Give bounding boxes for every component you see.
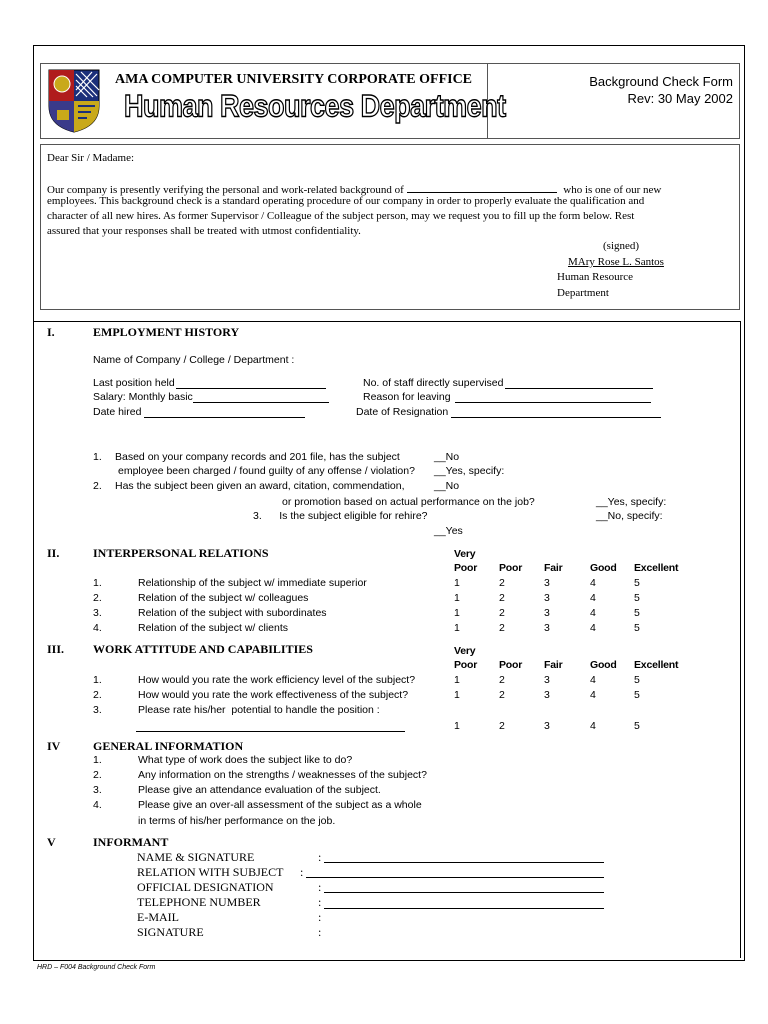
informant-signature-colon: : xyxy=(318,925,322,939)
s3-item-3-text: Please rate his/her potential to handle the position : xyxy=(138,704,380,716)
s3-row-1-rating-3[interactable]: 3 xyxy=(544,674,550,686)
q2-text-a: Has the subject been given an award, citation, commendation, xyxy=(115,480,405,492)
section-2-number: II. xyxy=(47,546,60,560)
s3-row-1-rating-2[interactable]: 2 xyxy=(499,674,505,686)
s2-item-4-text: Relation of the subject w/ clients xyxy=(138,622,288,634)
s3-item-2-number: 2. xyxy=(93,689,102,701)
subject-name-blank[interactable] xyxy=(407,181,557,193)
s3-item-2-text: How would you rate the work effectiveness of the subject? xyxy=(138,689,409,701)
informant-designation-field[interactable] xyxy=(324,892,604,893)
section-1-number: I. xyxy=(47,325,55,339)
s3-scale-good-label: Good xyxy=(590,659,617,671)
letter-line-3: character of all new hires. As former Supervisor / Colleague of the subject person, may we request you to fill up the form below. Rest xyxy=(47,210,635,222)
form-title: Background Check Form xyxy=(589,74,733,89)
body-top-rule xyxy=(33,321,741,322)
letter-para-mid: who is one of our new xyxy=(563,184,662,196)
s2-item-1-number: 1. xyxy=(93,577,102,589)
body-left-rule xyxy=(33,322,34,958)
q1-text-a: Based on your company records and 201 file, has the subject xyxy=(115,451,400,463)
s4-item-4-number: 4. xyxy=(93,799,102,811)
org-name: AMA COMPUTER UNIVERSITY CORPORATE OFFICE xyxy=(115,72,473,87)
s2-row-4-rating-3[interactable]: 3 xyxy=(544,622,550,634)
q2-yes-option[interactable]: __Yes, specify: xyxy=(596,496,667,508)
last-position-field[interactable] xyxy=(176,388,326,389)
section-3-title: WORK ATTITUDE AND CAPABILITIES xyxy=(93,642,313,656)
s2-row-3-rating-4[interactable]: 4 xyxy=(590,607,596,619)
s3-row-3-rating-3[interactable]: 3 xyxy=(544,720,550,732)
salutation: Dear Sir / Madame: xyxy=(47,152,135,164)
scale-very-label: Very xyxy=(454,548,476,560)
footer-form-code: HRD – F004 Background Check Form xyxy=(37,964,156,971)
s2-item-1-text: Relationship of the subject w/ immediate superior xyxy=(138,577,367,589)
s2-row-2-rating-2[interactable]: 2 xyxy=(499,592,505,604)
informant-relation-field[interactable] xyxy=(306,877,604,878)
informant-signature-label: SIGNATURE xyxy=(137,925,204,939)
signer-name: MAry Rose L. Santos xyxy=(568,256,664,268)
s2-row-4-rating-1[interactable]: 1 xyxy=(454,622,460,634)
q1-number: 1. xyxy=(93,451,102,463)
informant-phone-colon: : xyxy=(318,895,322,909)
s4-item-3-number: 3. xyxy=(93,784,102,796)
q1-yes-option[interactable]: __Yes, specify: xyxy=(434,465,505,477)
s3-scale-very-label: Very xyxy=(454,645,476,657)
s3-row-1-rating-4[interactable]: 4 xyxy=(590,674,596,686)
s4-item-2-text: Any information on the strengths / weaknesses of the subject? xyxy=(138,769,427,781)
body-right-rule xyxy=(740,322,741,958)
section-5-number: V xyxy=(47,835,56,849)
informant-email-colon: : xyxy=(318,910,322,924)
informant-phone-field[interactable] xyxy=(324,908,604,909)
s4-item-2-number: 2. xyxy=(93,769,102,781)
s4-item-1-text: What type of work does the subject like to do? xyxy=(138,754,353,766)
s3-item-3-number: 3. xyxy=(93,704,102,716)
letter-para-start: Our company is presently verifying the personal and work-related background of xyxy=(47,184,404,196)
date-resignation-field[interactable] xyxy=(451,417,661,418)
s3-row-2-rating-1[interactable]: 1 xyxy=(454,689,460,701)
s2-row-3-rating-5[interactable]: 5 xyxy=(634,607,640,619)
s2-item-3-number: 3. xyxy=(93,607,102,619)
s2-row-4-rating-4[interactable]: 4 xyxy=(590,622,596,634)
informant-designation-label: OFFICIAL DESIGNATION xyxy=(137,880,274,894)
q3-text: 3. Is the subject eligible for rehire? xyxy=(253,510,428,522)
s2-row-1-rating-4[interactable]: 4 xyxy=(590,577,596,589)
s2-item-2-number: 2. xyxy=(93,592,102,604)
informant-relation-label: RELATION WITH SUBJECT xyxy=(137,865,284,879)
s3-row-1-rating-5[interactable]: 5 xyxy=(634,674,640,686)
scale-excellent-label: Excellent xyxy=(634,562,679,574)
university-crest-icon xyxy=(45,66,103,134)
s3-row-1-rating-1[interactable]: 1 xyxy=(454,674,460,686)
date-hired-field[interactable] xyxy=(144,417,305,418)
s3-row-2-rating-2[interactable]: 2 xyxy=(499,689,505,701)
s3-scale-very-poor-label: Poor xyxy=(454,659,478,671)
s3-row-2-rating-4[interactable]: 4 xyxy=(590,689,596,701)
date-hired-label: Date hired xyxy=(93,406,142,418)
letter-line-4: assured that your responses shall be treated with utmost confidentiality. xyxy=(47,225,361,237)
s4-item-3-text: Please give an attendance evaluation of the subject. xyxy=(138,784,381,796)
s2-row-3-rating-1[interactable]: 1 xyxy=(454,607,460,619)
salary-field[interactable] xyxy=(193,402,329,403)
salary-label: Salary: Monthly basic xyxy=(93,391,193,403)
form-revision: Rev: 30 May 2002 xyxy=(627,91,733,106)
section-5-title: INFORMANT xyxy=(93,835,169,849)
q3-no-option[interactable]: __No, specify: xyxy=(596,510,663,522)
s2-row-4-rating-5[interactable]: 5 xyxy=(634,622,640,634)
scale-fair-label: Fair xyxy=(544,562,563,574)
s3-row-2-rating-5[interactable]: 5 xyxy=(634,689,640,701)
s2-row-1-rating-2[interactable]: 2 xyxy=(499,577,505,589)
s2-row-1-rating-5[interactable]: 5 xyxy=(634,577,640,589)
section-1-title: EMPLOYMENT HISTORY xyxy=(93,325,240,339)
informant-relation-colon: : xyxy=(300,865,304,879)
reason-field[interactable] xyxy=(455,402,651,403)
section-4-number: IV xyxy=(47,739,61,753)
position-field[interactable] xyxy=(136,731,405,732)
informant-name-colon: : xyxy=(318,850,322,864)
s2-item-4-number: 4. xyxy=(93,622,102,634)
informant-designation-colon: : xyxy=(318,880,322,894)
department-name: Human Resources Department xyxy=(124,89,506,124)
s3-row-2-rating-3[interactable]: 3 xyxy=(544,689,550,701)
q1-text-b: employee been charged / found guilty of any offense / violation? xyxy=(118,465,415,477)
s3-row-3-rating-5[interactable]: 5 xyxy=(634,720,640,732)
company-label: Name of Company / College / Department : xyxy=(93,354,295,366)
informant-phone-label: TELEPHONE NUMBER xyxy=(137,895,261,909)
s3-row-3-rating-4[interactable]: 4 xyxy=(590,720,596,732)
q1-no-option[interactable]: __No xyxy=(434,451,460,463)
informant-name-label: NAME & SIGNATURE xyxy=(137,850,255,864)
signer-dept-1: Human Resource xyxy=(557,271,634,283)
s4-item-4-continued: in terms of his/her performance on the job. xyxy=(138,815,336,827)
s2-row-2-rating-3[interactable]: 3 xyxy=(544,592,550,604)
s3-scale-excellent-label: Excellent xyxy=(634,659,679,671)
s2-item-2-text: Relation of the subject w/ colleagues xyxy=(138,592,309,604)
s3-item-1-text: How would you rate the work efficiency level of the subject? xyxy=(138,674,416,686)
s2-item-3-text: Relation of the subject with subordinates xyxy=(138,607,327,619)
section-3-number: III. xyxy=(47,642,65,656)
s2-row-2-rating-5[interactable]: 5 xyxy=(634,592,640,604)
q2-no-option[interactable]: __No xyxy=(434,480,460,492)
q3-yes-option[interactable]: __Yes xyxy=(434,525,463,537)
s2-row-3-rating-3[interactable]: 3 xyxy=(544,607,550,619)
s2-row-3-rating-2[interactable]: 2 xyxy=(499,607,505,619)
section-4-title: GENERAL INFORMATION xyxy=(93,739,244,753)
s4-item-4-text: Please give an over-all assessment of the subject as a whole xyxy=(138,799,422,811)
signed-note: (signed) xyxy=(603,240,640,252)
reason-label: Reason for leaving xyxy=(363,391,451,403)
s3-row-3-rating-1[interactable]: 1 xyxy=(454,720,460,732)
s3-scale-fair-label: Fair xyxy=(544,659,563,671)
staff-supervised-label: No. of staff directly supervised xyxy=(363,377,504,389)
letter-line-1 xyxy=(47,181,735,196)
informant-email-label: E-MAIL xyxy=(137,910,179,924)
s2-row-2-rating-1[interactable]: 1 xyxy=(454,592,460,604)
s3-row-3-rating-2[interactable]: 2 xyxy=(499,720,505,732)
scale-good-label: Good xyxy=(590,562,617,574)
staff-supervised-field[interactable] xyxy=(505,388,653,389)
letter-line-2: employees. This background check is a standard operating procedure of our company in order to properly evaluate the qualification and xyxy=(47,195,645,207)
last-position-label: Last position held xyxy=(93,377,175,389)
scale-very-poor-label: Poor xyxy=(454,562,478,574)
scale-poor-label: Poor xyxy=(499,562,523,574)
q2-number: 2. xyxy=(93,480,102,492)
section-2-title: INTERPERSONAL RELATIONS xyxy=(93,546,269,560)
q2-text-b: or promotion based on actual performance on the job? xyxy=(282,496,535,508)
informant-name-field[interactable] xyxy=(324,862,604,863)
date-resignation-label: Date of Resignation xyxy=(356,406,449,418)
s3-scale-poor-label: Poor xyxy=(499,659,523,671)
signer-dept-2: Department xyxy=(557,287,609,299)
s3-item-1-number: 1. xyxy=(93,674,102,686)
s2-row-1-rating-3[interactable]: 3 xyxy=(544,577,550,589)
s4-item-1-number: 1. xyxy=(93,754,102,766)
s2-row-4-rating-2[interactable]: 2 xyxy=(499,622,505,634)
s2-row-2-rating-4[interactable]: 4 xyxy=(590,592,596,604)
s2-row-1-rating-1[interactable]: 1 xyxy=(454,577,460,589)
